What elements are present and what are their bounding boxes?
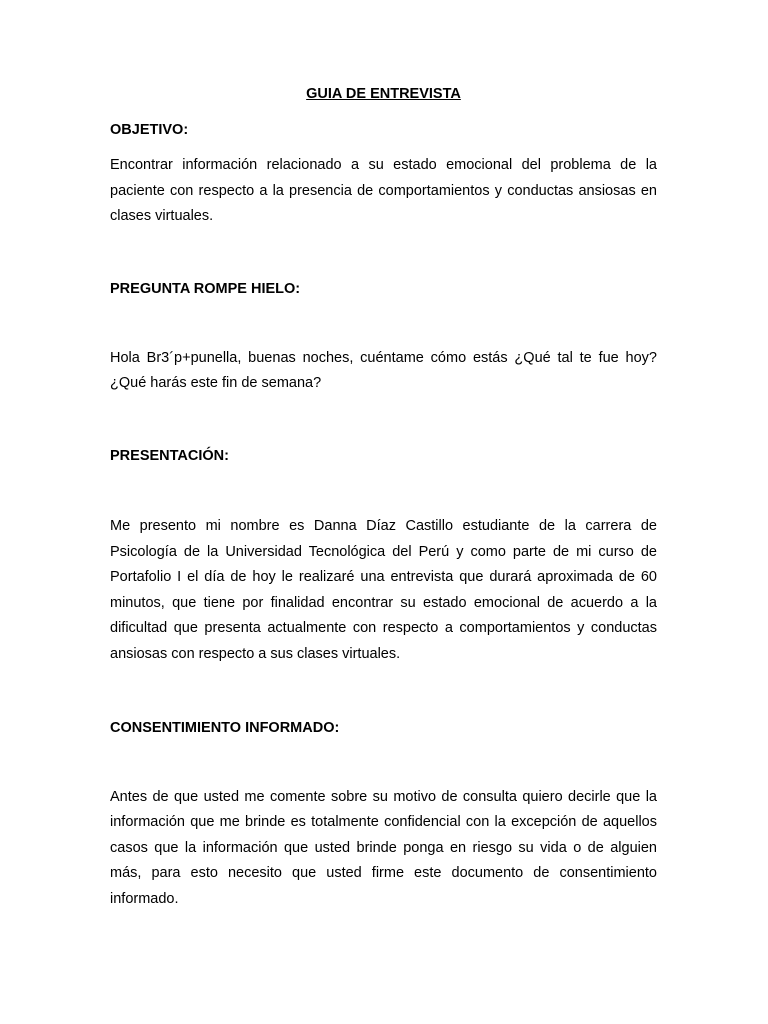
section-heading-objetivo: OBJETIVO: bbox=[110, 122, 189, 138]
section-body-consentimiento: Antes de que usted me comente sobre su motivo de consulta quiero decirle que la información que me brinde es totalmente confidencial con la excepción de aquellos casos que la información que usted brinde ponga en riesgo su vida o de alguien más, para esto necesito que usted firme este documento de consentimiento informado. bbox=[110, 788, 657, 907]
section-heading-consentimiento: CONSENTIMIENTO INFORMADO: bbox=[110, 719, 340, 736]
section-heading-presentacion: PRESENTACIÓN: bbox=[110, 447, 229, 464]
section-body-objetivo: Encontrar información relacionado a su estado emocional del problema de la paciente con respecto a la presencia de comportamientos y conductas ansiosas en clases virtuales. bbox=[110, 157, 657, 225]
section-body-presentacion: Me presento mi nombre es Danna Díaz Castillo estudiante de la carrera de Psicología de la Universidad Tecnológica del Perú y como parte de mi curso de Portafolio I el día de hoy le realizaré una entrevista que durará aproximada de 60 minutos, que tiene por finalidad encontrar su estado emocional de acuerdo a la dificultad que presenta actualmente con respecto a comportamientos y conductas ansiosas con respecto a sus clases virtuales. bbox=[110, 517, 657, 662]
document-title: GUIA DE ENTREVISTA bbox=[306, 86, 461, 102]
section-body-pregunta-rompe-hielo: Hola Br3´p+punella, buenas noches, cuéntame cómo estás ¿Qué tal te fue hoy? ¿Qué harás este fin de semana? bbox=[110, 349, 657, 392]
section-heading-pregunta-rompe-hielo: PREGUNTA ROMPE HIELO: bbox=[110, 280, 301, 297]
